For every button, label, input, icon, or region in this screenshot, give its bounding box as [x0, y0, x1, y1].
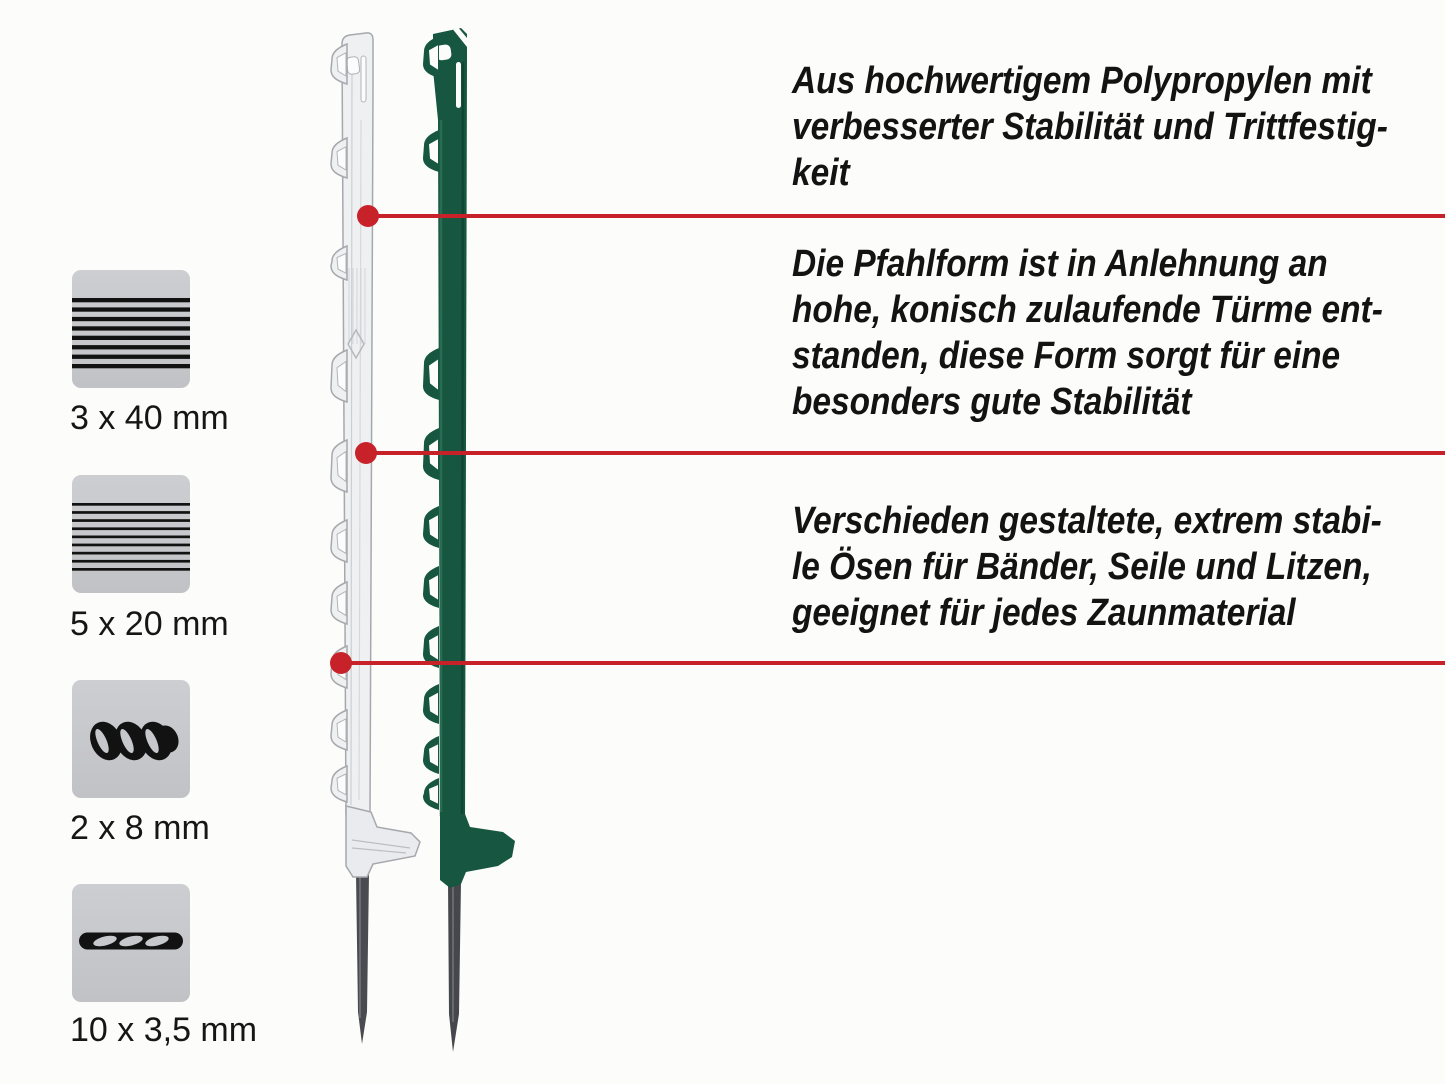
annotation-line: hohe, konisch zulaufende Türme ent- — [792, 289, 1383, 331]
green-post — [423, 26, 515, 1052]
white-post — [331, 33, 420, 1044]
annotation-line: Verschieden gestaltete, extrem stabi- — [792, 500, 1382, 542]
band-wide-icon — [72, 270, 190, 388]
annotation-eyelets — [792, 498, 1382, 636]
litze-thin-icon — [72, 884, 190, 1002]
material-label: 10 x 3,5 mm — [70, 1011, 258, 1049]
annotation-line: verbesserter Stabilität und Trittfestig- — [792, 106, 1388, 148]
material-tile-litze — [72, 884, 190, 1002]
callout-dot — [357, 205, 379, 227]
annotation-line: geeignet für jedes Zaunmaterial — [792, 592, 1296, 634]
white-post-footstep — [346, 806, 420, 877]
annotation-material — [792, 58, 1388, 196]
annotation-shape — [792, 241, 1383, 425]
annotation-line: le Ösen für Bänder, Seile und Litzen, — [792, 546, 1372, 588]
callout-dot — [330, 652, 352, 674]
green-post-body — [433, 28, 467, 822]
green-post-footstep — [440, 812, 515, 888]
band-narrow-icon — [72, 475, 190, 593]
material-label: 5 x 20 mm — [70, 605, 229, 643]
material-label: 3 x 40 mm — [70, 399, 229, 437]
annotation-line: Die Pfahlform ist in Anlehnung an — [792, 243, 1328, 285]
material-tile-rope — [72, 680, 190, 798]
white-post-body — [342, 33, 373, 815]
annotation-line: standen, diese Form sorgt für eine — [792, 335, 1341, 377]
material-label: 2 x 8 mm — [70, 809, 210, 847]
green-post-spike — [448, 882, 461, 1052]
annotation-line: besonders gute Stabilität — [792, 381, 1192, 423]
material-tile-band-wide — [72, 270, 190, 388]
white-post-spike — [356, 874, 369, 1044]
material-tile-band-narrow — [72, 475, 190, 593]
green-post-hooks — [423, 36, 439, 810]
callout-line — [341, 661, 1445, 665]
annotation-line: keit — [792, 152, 850, 194]
annotation-line: Aus hochwertigem Polypropylen mit — [792, 60, 1372, 102]
callout-line — [366, 451, 1445, 455]
callout-dot — [355, 442, 377, 464]
callout-line — [368, 214, 1445, 218]
rope-thick-icon — [72, 680, 190, 798]
white-post-hooks — [331, 44, 347, 802]
